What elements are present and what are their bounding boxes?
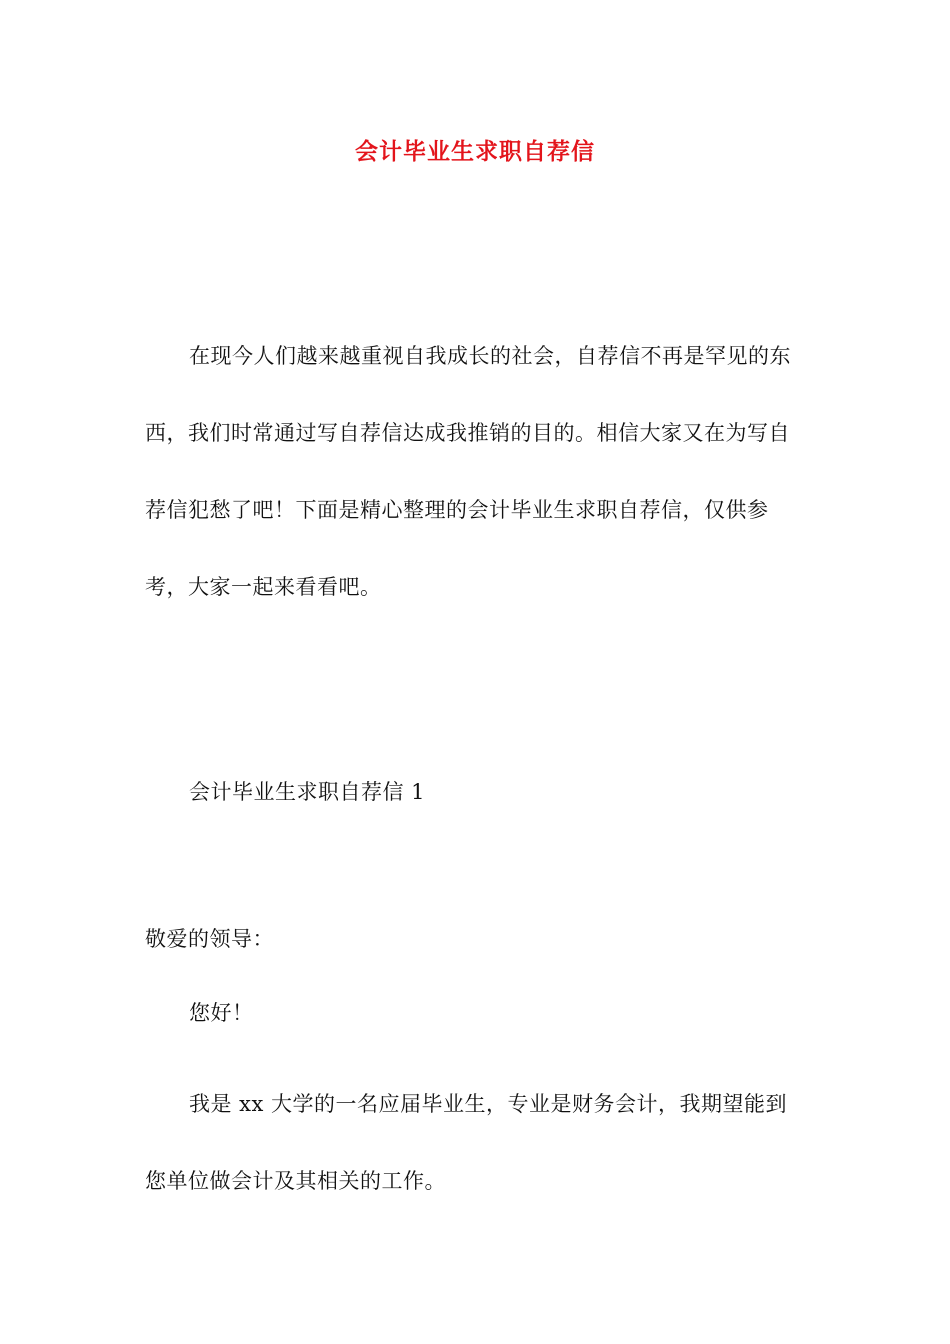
intro-paragraph: 在现今人们越来越重视自我成长的社会，自荐信不再是罕见的东西，我们时常通过写自荐信达成我推销的目的。相信大家又在为写自荐信犯愁了吧！下面是精心整理的会计毕业生求职自荐信，仅供参考，大家一起来看看吧。	[145, 344, 791, 599]
section-heading: 会计毕业生求职自荐信 1	[189, 780, 426, 804]
greeting: 您好！	[189, 1001, 254, 1025]
document-title: 会计毕业生求职自荐信	[355, 139, 595, 165]
body-paragraph-1: 我是 xx 大学的一名应届毕业生，专业是财务会计，我期望能到您单位做会计及其相关的工作。	[145, 1092, 788, 1193]
salutation: 敬爱的领导：	[145, 927, 274, 951]
